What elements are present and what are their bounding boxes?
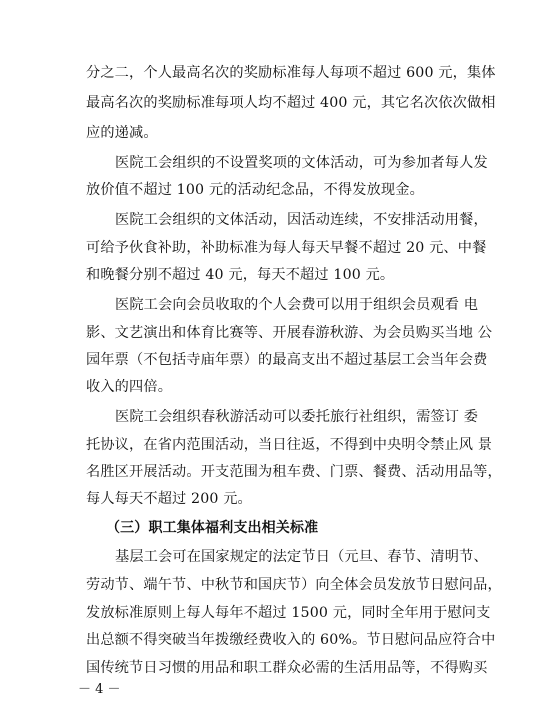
text-line-21: 出总额不得突破当年拨缴经费收入的 60%。节日慰问品应符合中 — [86, 632, 496, 648]
text-line-1: 分之二，个人最高名次的奖励标准每人每项不超过 600 元，集体 — [86, 65, 496, 81]
text-line-2: 最高名次的奖励标准每项人均不超过 400 元，其它名次依次做相 — [86, 95, 496, 111]
section-heading: （三）职工集体福利支出相关标准 — [106, 520, 319, 536]
text-line-5: 放价值不超过 100 元的活动纪念品，不得发放现金。 — [86, 182, 424, 198]
text-line-20: 发放标准原则上每人每年不超过 1500 元，同时全年用于慰问支 — [86, 605, 491, 621]
text-line-14: 托协议，在省内范围活动，当日往返，不得到中央明令禁止风 景 — [86, 437, 493, 453]
text-line-13: 医院工会组织春秋游活动可以委托旅行社组织，需签订 委 — [115, 409, 479, 425]
text-line-8: 和晚餐分别不超过 40 元，每天不超过 100 元。 — [86, 267, 395, 283]
text-line-10: 影、文艺演出和体育比赛等、开展春游秋游、为会员购买当地 公 — [86, 325, 493, 341]
text-line-12: 收入的四倍。 — [86, 379, 173, 395]
text-line-7: 可给予伙食补助，补助标准为每人每天早餐不超过 20 元、中餐 — [86, 240, 487, 256]
text-line-6: 医院工会组织的文体活动，因活动连续，不安排活动用餐， — [115, 212, 488, 228]
page-number: － 4 － — [78, 682, 121, 697]
text-line-3: 应的递减。 — [86, 125, 158, 141]
text-line-11: 园年票（不包括寺庙年票）的最高支出不超过基层工会当年会费 — [86, 352, 488, 368]
text-line-22: 国传统节日习惯的用品和职工群众必需的生活用品等，不得购买 — [86, 660, 488, 676]
text-line-19: 劳动节、端午节、中秋节和国庆节）向全体会员发放节日慰问品， — [86, 577, 502, 593]
text-line-18: 基层工会可在国家规定的法定节日（元旦、春节、清明节、 — [115, 549, 488, 565]
text-line-15: 名胜区开展活动。开支范围为租车费、门票、餐费、活动用品等， — [86, 464, 502, 480]
text-line-16: 每人每天不超过 200 元。 — [86, 491, 252, 507]
text-line-4: 医院工会组织的不设置奖项的文体活动，可为参加者每人发 — [115, 155, 488, 171]
text-line-9: 医院工会向会员收取的个人会费可以用于组织会员观看 电 — [115, 297, 479, 313]
